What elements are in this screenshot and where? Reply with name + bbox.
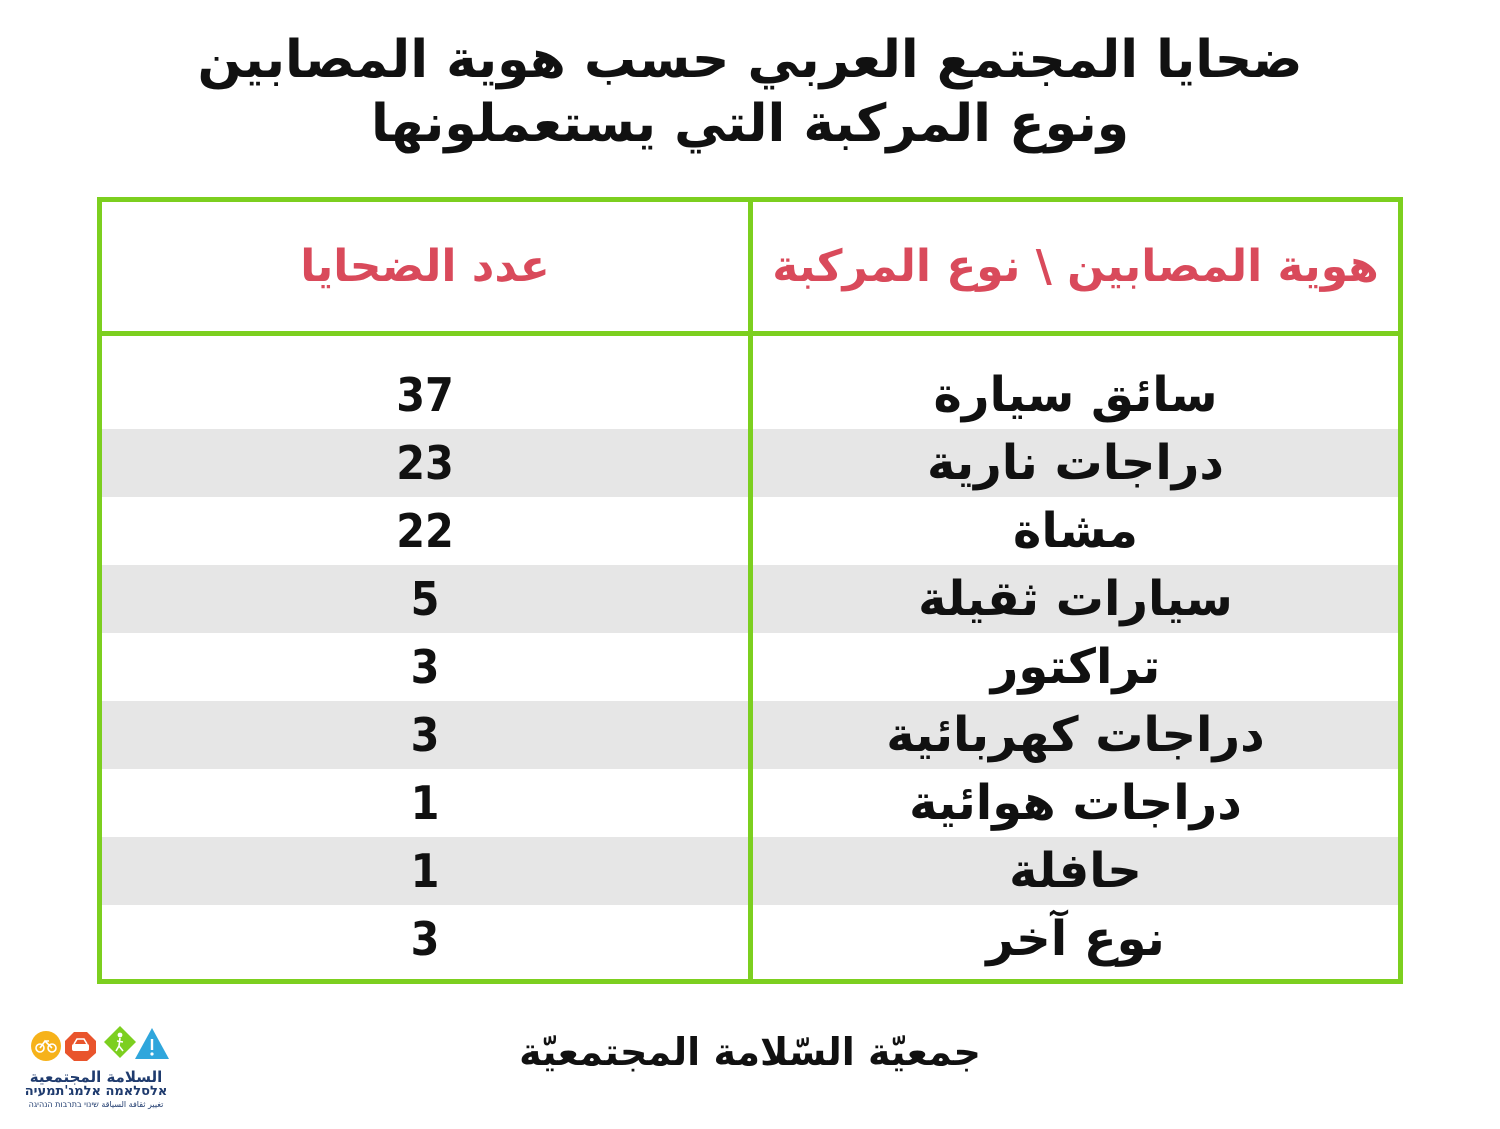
organization-logo (20, 1018, 172, 1113)
vehicle-type-cell: سيارات ثقيلة (918, 571, 1233, 627)
logo-arabic-name: السلامة المجتمعية (29, 1068, 163, 1086)
title-line-1: ضحايا المجتمع العربي حسب هوية المصابين (197, 30, 1303, 90)
vehicle-type-cell: نوع آخر (986, 911, 1165, 967)
car-icon (65, 1032, 96, 1061)
header-vehicle-type: هوية المصابين \ نوع المركبة (772, 241, 1379, 292)
casualty-count-cell: 37 (396, 368, 454, 422)
header-casualty-count: عدد الضحايا (300, 241, 550, 292)
vehicle-type-cell: دراجات هوائية (909, 775, 1242, 831)
vehicle-type-cell: مشاة (1013, 503, 1138, 559)
vehicle-type-cell: سائق سيارة (933, 367, 1218, 423)
vehicle-type-cell: حافلة (1009, 843, 1142, 899)
casualty-count-cell: 3 (410, 912, 440, 966)
logo-hebrew-name: אלסלאמה אלמג'תמעיה (24, 1084, 168, 1099)
logo-icons (24, 1022, 174, 1062)
column-divider (748, 202, 753, 979)
pedestrian-icon (104, 1026, 136, 1058)
casualty-count-cell: 5 (410, 572, 440, 626)
organization-name: جمعيّة السّلامة المجتمعيّة (519, 1030, 981, 1074)
vehicle-type-cell: دراجات نارية (926, 435, 1225, 491)
casualty-count-cell: 1 (410, 844, 440, 898)
vehicle-type-cell: تراكتور (990, 639, 1161, 695)
casualty-count-cell: 1 (410, 776, 440, 830)
bicycle-icon (31, 1031, 61, 1061)
page-title (150, 28, 1350, 156)
casualty-count-cell: 3 (410, 708, 440, 762)
casualty-count-cell: 22 (396, 504, 454, 558)
logo-tagline: تغيير ثقافة السياقة שינוי בתרבות הנהיגה (28, 1100, 164, 1109)
casualty-count-cell: 3 (410, 640, 440, 694)
warning-icon (135, 1028, 169, 1059)
casualties-table (97, 197, 1403, 984)
vehicle-type-cell: دراجات كهربائية (886, 707, 1265, 763)
casualty-count-cell: 23 (396, 436, 454, 490)
title-line-2: ونوع المركبة التي يستعملونها (370, 94, 1130, 154)
